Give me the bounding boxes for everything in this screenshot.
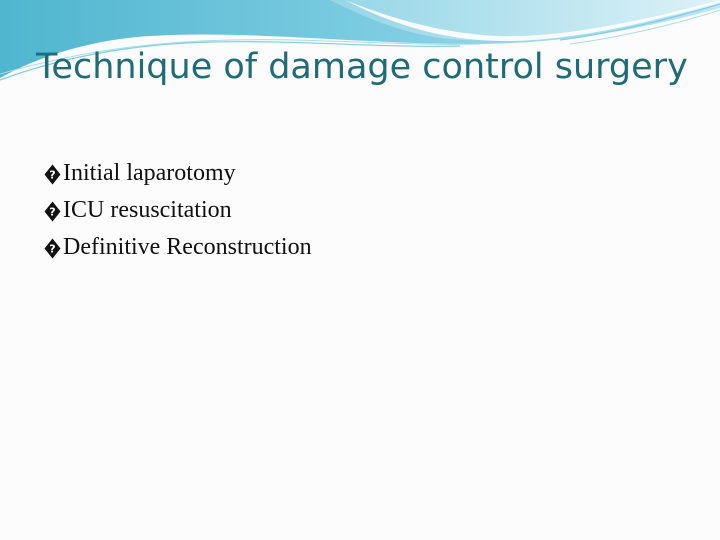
bullet-list: [44, 155, 684, 266]
bullet-text: Initial laparotomy: [63, 160, 236, 186]
svg-text:?: ?: [49, 242, 56, 256]
missing-glyph-icon: [44, 201, 61, 222]
svg-text:?: ?: [49, 205, 56, 219]
bullet-item-initial-laparotomy: [44, 155, 684, 192]
bullet-text: Definitive Reconstruction: [63, 234, 312, 260]
bullet-item-definitive-reconstruction: [44, 229, 684, 266]
bullet-item-icu-resuscitation: [44, 192, 684, 229]
svg-text:?: ?: [49, 168, 56, 182]
missing-glyph-icon: [44, 164, 61, 185]
missing-glyph-icon: [44, 238, 61, 259]
bullet-text: ICU resuscitation: [63, 197, 232, 223]
slide-title: Technique of damage control surgery: [36, 47, 688, 87]
